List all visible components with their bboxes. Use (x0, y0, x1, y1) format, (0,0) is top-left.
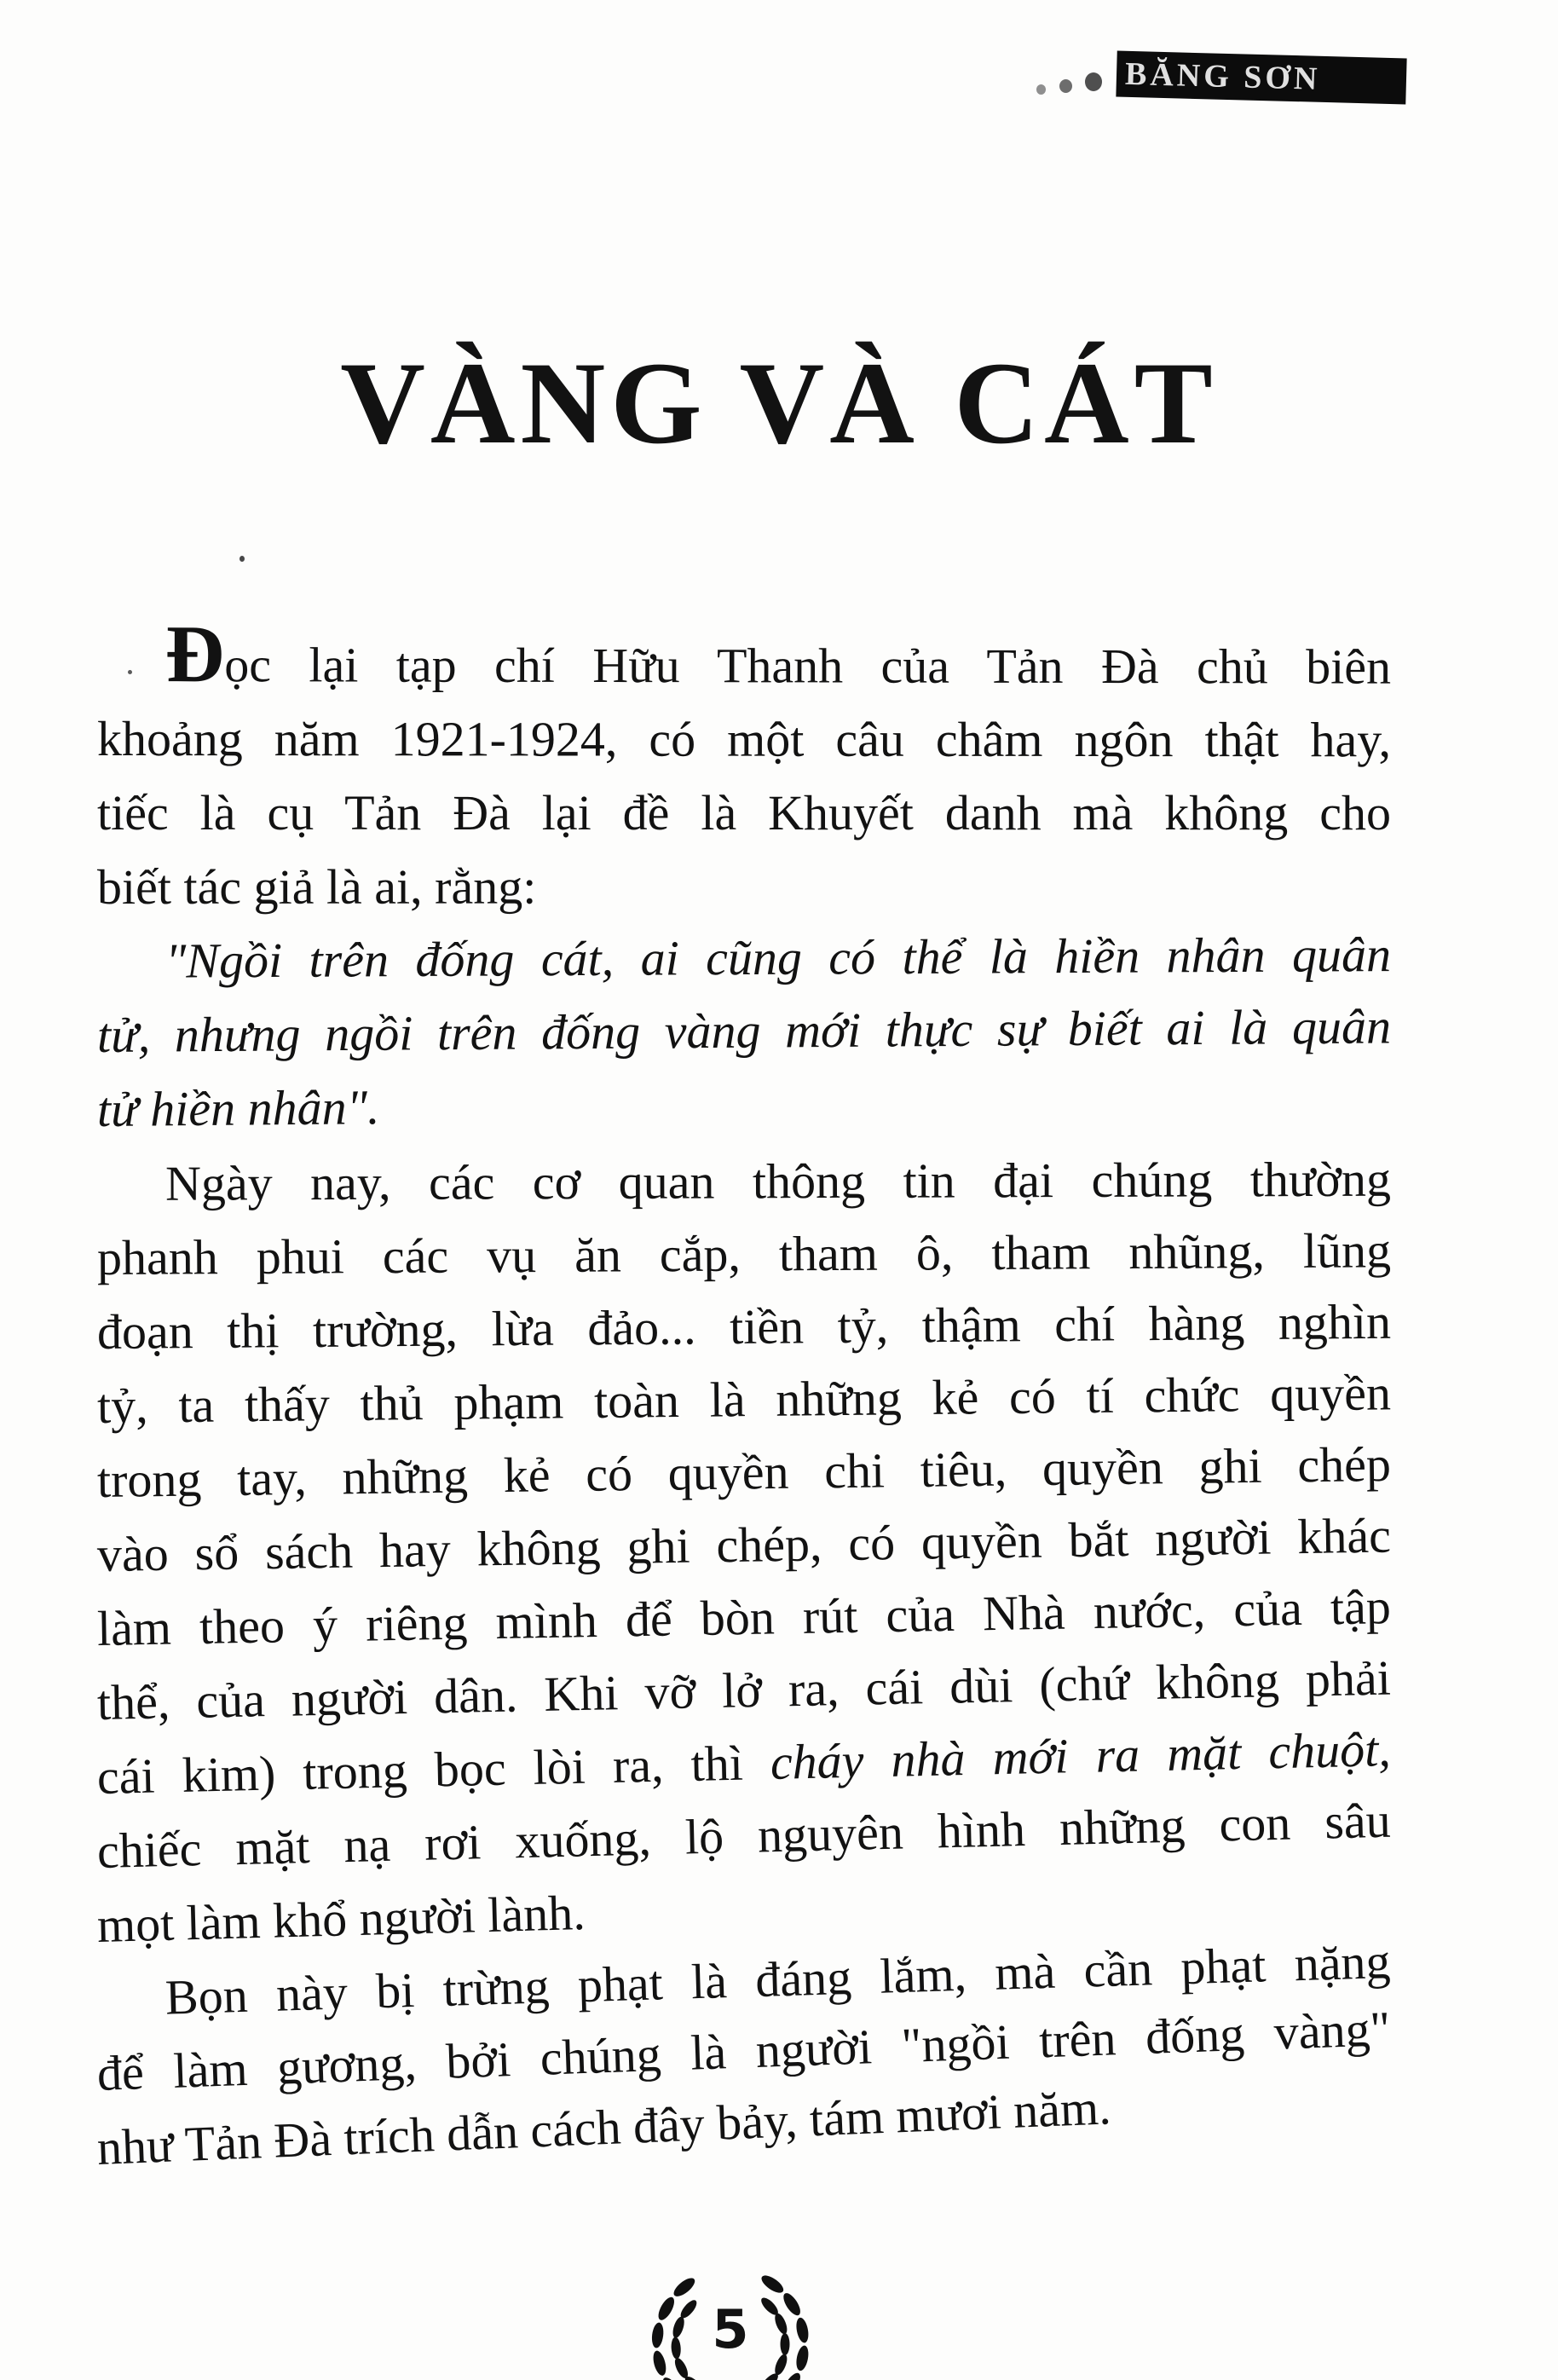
text-segment: cái kim) trong bọc lòi ra, thì (96, 1734, 771, 1805)
scan-speck (239, 556, 245, 562)
author-name: BĂNG SƠN (1124, 55, 1321, 97)
paragraph (97, 924, 1391, 1147)
drop-cap: Đ (164, 608, 225, 700)
text-segment: Bọn này bị trừng phạt là đáng lắm, mà cần phạt nặng (164, 1932, 1392, 2025)
text-segment: chiếc mặt nạ rơi xuống, lộ nguyên hình những con sâu (96, 1792, 1392, 1879)
text-segment: tỷ, ta thấy thủ phạm toàn là những kẻ có tí chức quyền (96, 1365, 1392, 1434)
text-segment: cháy nhà mới ra mặt chuột, (770, 1721, 1392, 1790)
text-segment: như Tản Đà trích dẫn cách đây bảy, tám mươi năm. (95, 2079, 1112, 2175)
text-line (97, 1285, 1392, 1369)
text-segment: ọc lại tạp chí Hữu Thanh của Tản Đà chủ biên (224, 637, 1392, 695)
text-segment: thể, của người dân. Khi vỡ lở ra, cái dùi (chứ không phải (96, 1649, 1392, 1730)
text-segment: tử, nhưng ngồi trên đống vàng mới thực sự biết ai là quân (96, 998, 1392, 1063)
text-segment: khoảng năm 1921-1924, có một câu châm ngôn thật hay, (96, 711, 1392, 768)
text-segment: biết tác giả là ai, rằng: (96, 858, 537, 915)
text-segment: tử hiền nhân". (96, 1079, 380, 1137)
text-line (97, 608, 1392, 704)
text-segment: vào sổ sách hay không ghi chép, có quyền bắt người khác (96, 1507, 1392, 1582)
text-line (97, 1213, 1391, 1295)
text-segment: Ngày nay, các cơ quan thông tin đại chúng thường (164, 1151, 1392, 1211)
text-segment: trong tay, những kẻ có quyền chi tiêu, quyền ghi chép (96, 1436, 1392, 1508)
text-segment: mọt làm khổ người lành. (96, 1885, 586, 1953)
text-segment: tiếc là cụ Tản Đà lại đề là Khuyết danh mà không cho (97, 785, 1391, 841)
ornament-dot-small (1036, 84, 1046, 95)
text-line (97, 776, 1391, 850)
ornament-dot-large (1085, 72, 1102, 91)
paragraph (95, 1932, 1392, 2185)
text-line (97, 849, 1391, 924)
author-banner (1116, 51, 1406, 105)
text-segment: để làm gương, bởi chúng là người "ngồi trên đống vàng" (95, 2001, 1392, 2101)
text-segment: làm theo ý riêng mình để bòn rút của Nhà nước, của tập (96, 1579, 1392, 1656)
text-line (97, 917, 1391, 998)
chapter-title: VÀNG VÀ CÁT (340, 338, 1218, 468)
text-segment: đoạn thị trường, lừa đảo... tiền tỷ, thậm chí hàng nghìn (96, 1293, 1392, 1360)
text-line (97, 1061, 1392, 1147)
paragraph (96, 608, 1392, 924)
paragraph (97, 1147, 1391, 1962)
page-number: 5 (712, 2298, 749, 2360)
text-segment: phanh phui các vụ ăn cắp, tham ô, tham nhũng, lũng (96, 1222, 1392, 1285)
ornament-dot-medium (1059, 79, 1072, 93)
text-line (97, 1142, 1391, 1221)
body-text (95, 608, 1392, 2185)
text-line (97, 989, 1392, 1072)
text-segment: "Ngồi trên đống cát, ai cũng có thể là hiền nhân quân (164, 927, 1392, 989)
text-line (97, 702, 1391, 777)
